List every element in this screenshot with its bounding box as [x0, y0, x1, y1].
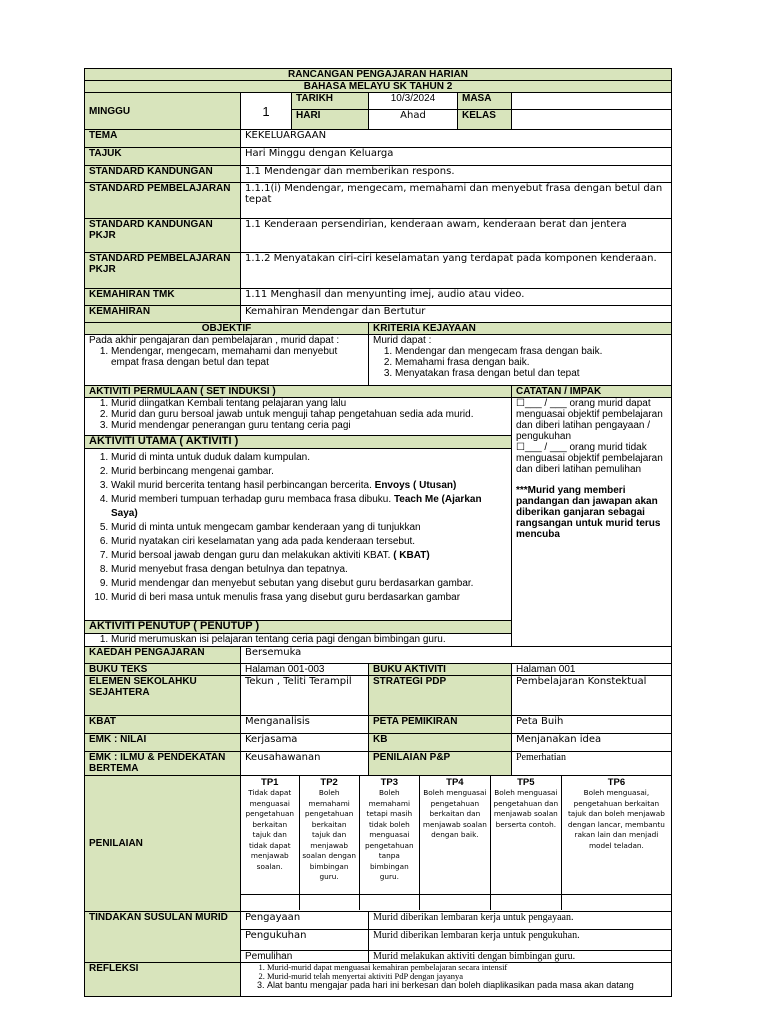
tajuk-value: Hari Minggu dengan Keluarga [241, 148, 672, 166]
buku-aktiviti-label: BUKU AKTIVITI [369, 664, 512, 676]
tp1-mark [241, 894, 299, 910]
buku-aktiviti-value: Halaman 001 [512, 664, 672, 676]
kaedah-value: Bersemuka [241, 647, 672, 664]
tajuk-label: TAJUK [85, 148, 241, 166]
tp5-mark [490, 894, 561, 910]
refleksi-item: 3. Alat bantu mengajar pada hari ini berkesan dan boleh diaplikasikan pada masa akan datang [267, 981, 667, 990]
tindakan-desc: Murid diberikan lembaran kerja untuk pengukuhan. [369, 930, 672, 951]
kriteria-intro: Murid dapat : [373, 335, 432, 346]
minggu-label: MINGGU [85, 93, 241, 130]
skp-value: 1.1 Kenderaan persendirian, kenderaan awam, kenderaan berat dan jentera [241, 219, 672, 253]
catatan-tidak-menguasai: ☐___ / ___ orang murid tidak menguasai objektif pembelajaran dan diberi latihan pemulihan [516, 442, 663, 475]
catatan-content [512, 398, 672, 647]
strategi-label: STRATEGI PDP [369, 676, 512, 716]
tindakan-desc: Murid diberikan lembaran kerja untuk pengayaan. [369, 912, 672, 930]
kbat-label: KBAT [85, 716, 241, 734]
sp-label: STANDARD PEMBELAJARAN [85, 183, 241, 219]
tindakan-type: Pengayaan [241, 912, 369, 930]
utama-item: 2. Murid berbincang mengenai gambar. [111, 465, 507, 479]
kelas-value [512, 110, 672, 130]
objektif-header: OBJEKTIF [85, 323, 369, 335]
tindakan-label: TINDAKAN SUSULAN MURID [85, 912, 241, 963]
tp5-cell: TP5 Boleh menguasai pengetahuan dan menjawab soalan berserta contoh. [490, 776, 561, 894]
buku-teks-label: BUKU TEKS [85, 664, 241, 676]
masa-value [512, 93, 672, 110]
utama-item: 4. Murid memberi tumpuan terhadap guru membaca frasa dibuku. Teach Me (Ajarkan Saya) [111, 493, 507, 521]
peta-label: PETA PEMIKIRAN [369, 716, 512, 734]
kemahiran-value: Kemahiran Mendengar dan Bertutur [241, 306, 672, 323]
refleksi-content [241, 963, 672, 997]
utama-item: 1. Murid di minta untuk duduk dalam kumpulan. [111, 451, 507, 465]
penilaian-label: PENILAIAN [85, 776, 241, 912]
tmk-value: 1.11 Menghasil dan menyunting imej, audio atau video. [241, 289, 672, 306]
plan-subtitle: BAHASA MELAYU SK TAHUN 2 [85, 81, 672, 93]
elemen-label: ELEMEN SEKOLAHKU SEJAHTERA [85, 676, 241, 716]
sk-value: 1.1 Mendengar dan memberikan respons. [241, 166, 672, 183]
tema-label: TEMA [85, 130, 241, 148]
utama-item: 6. Murid nyatakan ciri keselamatan yang ada pada kenderaan tersebut. [111, 535, 507, 549]
penutup-item: 1. Murid merumuskan isi pelajaran tentang ceria pagi dengan bimbingan guru. [111, 634, 507, 645]
utama-content [85, 449, 512, 621]
permulaan-item: 3. Murid mendengar penerangan guru tentang ceria pagi [111, 420, 507, 431]
tp1-cell: TP1 Tidak dapat menguasai pengetahuan berkaitan tajuk dan tidak dapat menjawab soalan. [241, 776, 299, 894]
tindakan-type: Pengukuhan [241, 930, 369, 951]
utama-item: 10. Murid di beri masa untuk menulis frasa yang disebut guru berdasarkan gambar [111, 591, 507, 605]
penutup-header: AKTIVITI PENUTUP ( PENUTUP ) [85, 621, 512, 634]
penilaian-pp-value: Pemerhatian [512, 752, 672, 776]
masa-label: MASA [458, 93, 512, 110]
tp3-cell: TP3 Boleh memahami tetapi masih tidak boleh menguasai pengetahuan tanpa bimbingan guru. [359, 776, 419, 894]
tp-table [241, 776, 671, 910]
hari-label: HARI [292, 110, 369, 130]
kbat-value: Menganalisis [241, 716, 369, 734]
kriteria-content [369, 335, 672, 386]
penutup-content [85, 634, 512, 647]
emk-nilai-label: EMK : NILAI [85, 734, 241, 752]
plan-title: RANCANGAN PENGAJARAN HARIAN [85, 69, 672, 81]
tp6-mark [561, 894, 671, 910]
catatan-header: CATATAN / IMPAK [512, 386, 672, 398]
kriteria-item: 3. Menyatakan frasa dengan betul dan tepat [395, 368, 667, 379]
permulaan-item: 2. Murid dan guru bersoal jawab untuk menguji tahap pengetahuan sedia ada murid. [111, 409, 507, 420]
hari-value: Ahad [369, 110, 458, 130]
tindakan-type: Pemulihan [241, 951, 369, 963]
tp4-cell: TP4 Boleh menguasai pengetahuan berkaitan dan menjawab soalan dengan baik. [419, 776, 490, 894]
utama-item: 5. Murid di minta untuk mengecam gambar kenderaan yang di tunjukkan [111, 521, 507, 535]
sk-label: STANDARD KANDUNGAN [85, 166, 241, 183]
objektif-content [85, 335, 369, 386]
utama-item: 3. Wakil murid bercerita tentang hasil perbincangan bercerita. Envoys ( Utusan) [111, 479, 507, 493]
penilaian-pp-label: PENILAIAN P&P [369, 752, 512, 776]
kb-label: KB [369, 734, 512, 752]
emk-ilmu-value: Keusahawanan [241, 752, 369, 776]
kriteria-item: 2. Memahami frasa dengan baik. [395, 357, 667, 368]
kriteria-header: KRITERIA KEJAYAAN [369, 323, 672, 335]
kaedah-label: KAEDAH PENGAJARAN [85, 647, 241, 664]
strategi-value: Pembelajaran Konstektual [512, 676, 672, 716]
tp6-cell: TP6 Boleh menguasai, pengetahuan berkaitan tajuk dan boleh menjawab dengan lancar, membantu rakan lain dan menjadi model teladan. [561, 776, 671, 894]
refleksi-label: REFLEKSI [85, 963, 241, 997]
tarikh-value: 10/3/2024 [369, 93, 458, 110]
refleksi-item: 1. Murid-murid dapat menguasai kemahiran pembelajaran secara intensif [267, 963, 667, 972]
utama-item: 7. Murid bersoal jawab dengan guru dan melakukan aktiviti KBAT. ( KBAT) [111, 549, 507, 563]
tp4-mark [419, 894, 490, 910]
skp-label: STANDARD KANDUNGAN PKJR [85, 219, 241, 253]
objektif-intro: Pada akhir pengajaran dan pembelajaran , murid dapat : [89, 335, 340, 346]
buku-teks-value: Halaman 001-003 [241, 664, 369, 676]
catatan-menguasai: ☐___ / ___ orang murid dapat menguasai objektif pembelajaran dan diberi latihan pengayaan / pengukuhan [516, 398, 663, 442]
spp-label: STANDARD PEMBELAJARAN PKJR [85, 253, 241, 289]
permulaan-item: 1. Murid diingatkan Kembali tentang pelajaran yang lalu [111, 398, 507, 409]
tp2-cell: TP2 Boleh memahami pengetahuan berkaitan tajuk dan menjawab soalan dengan bimbingan guru. [299, 776, 359, 894]
minggu-value: 1 [241, 93, 292, 130]
kemahiran-label: KEMAHIRAN [85, 306, 241, 323]
tindakan-desc: Murid melakukan aktiviti dengan bimbingan guru. [369, 951, 672, 963]
tp2-mark [299, 894, 359, 910]
peta-value: Peta Buih [512, 716, 672, 734]
tp3-mark [359, 894, 419, 910]
utama-item: 8. Murid menyebut frasa dengan betulnya dan tepatnya. [111, 563, 507, 577]
permulaan-header: AKTIVITI PERMULAAN ( SET INDUKSI ) [85, 386, 512, 398]
objektif-item: 1. Mendengar, mengecam, memahami dan menyebut empat frasa dengan betul dan tepat [111, 346, 364, 368]
emk-nilai-value: Kerjasama [241, 734, 369, 752]
refleksi-item: 2. Murid-murid telah menyertai aktiviti PdP dengan jayanya [267, 972, 667, 981]
utama-item: 9. Murid mendengar dan menyebut sebutan yang disebut guru berdasarkan gambar. [111, 577, 507, 591]
elemen-value: Tekun , Teliti Terampil [241, 676, 369, 716]
tema-value: KEKELUARGAAN [241, 130, 672, 148]
sp-value: 1.1.1(i) Mendengar, mengecam, memahami dan menyebut frasa dengan betul dan tepat [241, 183, 672, 219]
tarikh-label: TARIKH [292, 93, 369, 110]
kelas-label: KELAS [458, 110, 512, 130]
utama-header: AKTIVITI UTAMA ( AKTIVITI ) [85, 436, 512, 449]
kriteria-item: 1. Mendengar dan mengecam frasa dengan baik. [395, 346, 667, 357]
permulaan-content [85, 398, 512, 436]
spp-value: 1.1.2 Menyatakan ciri-ciri keselamatan yang terdapat pada komponen kenderaan. [241, 253, 672, 289]
catatan-ganjaran: ***Murid yang memberi pandangan dan jawapan akan diberikan ganjaran sebagai rangsangan untuk murid terus mencuba [516, 485, 661, 540]
lesson-plan-table [84, 68, 672, 997]
tmk-label: KEMAHIRAN TMK [85, 289, 241, 306]
emk-ilmu-label: EMK : ILMU & PENDEKATAN BERTEMA [85, 752, 241, 776]
penilaian-grid [241, 776, 672, 912]
kb-value: Menjanakan idea [512, 734, 672, 752]
